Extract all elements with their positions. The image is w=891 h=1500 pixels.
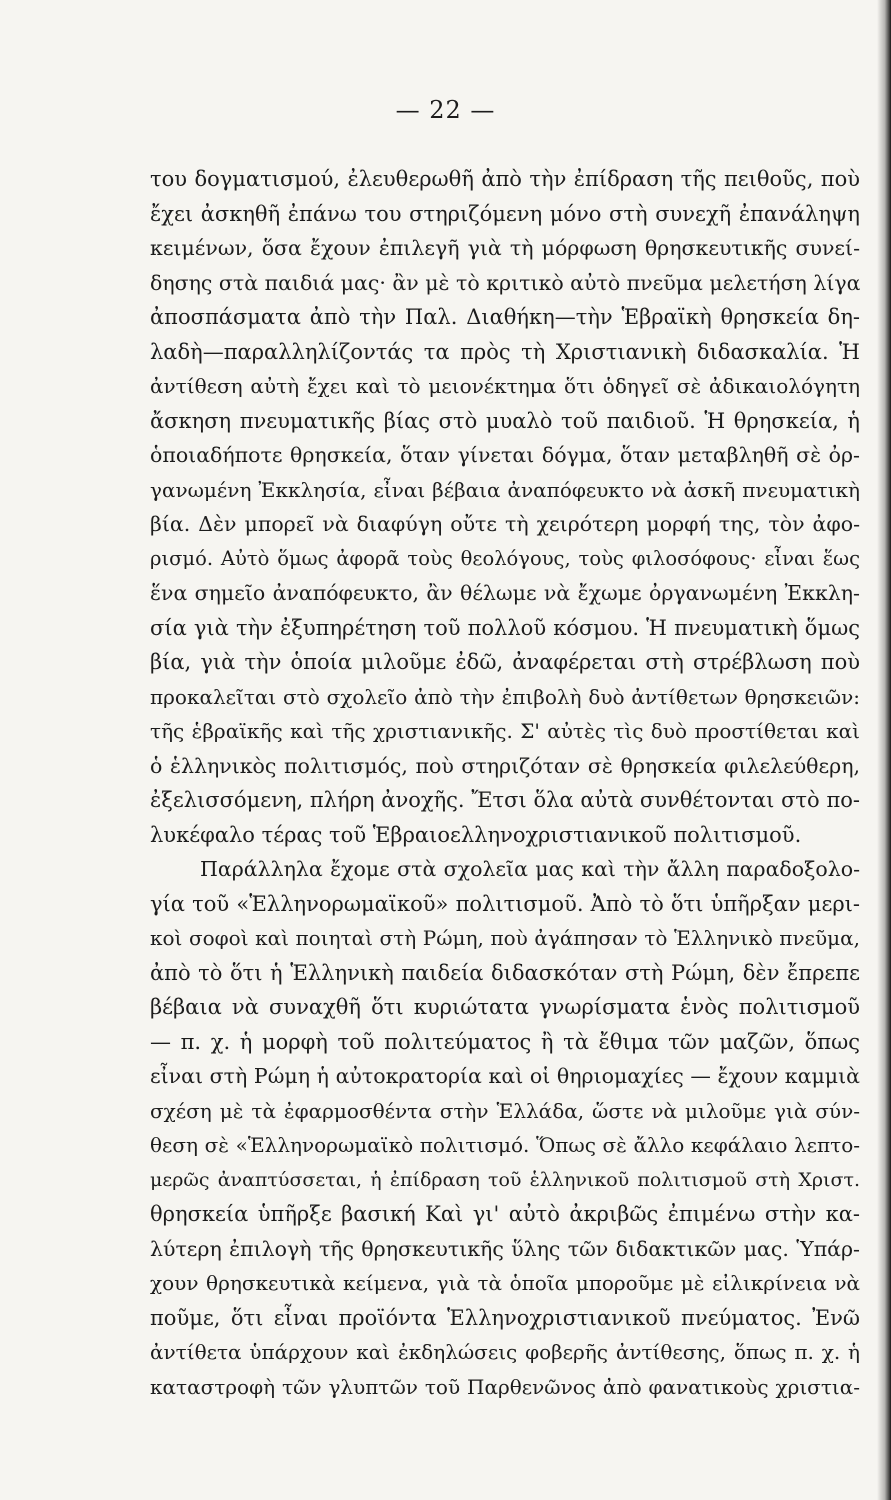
text-line: ἄσκηση πνευματικῆς βίας στὸ μυαλὸ τοῦ παιδιοῦ. Ἡ θρησκεία, ἡ <box>150 408 860 433</box>
text-line: σχέση μὲ τὰ ἐφαρμοσθέντα στὴν Ἑλλάδα, ὥστε νὰ μιλοῦμε γιὰ σύν- <box>150 1098 860 1123</box>
text-line: προκαλεῖται στὸ σχολεῖο ἀπὸ τὴν ἐπιβολὴ δυὸ ἀντίθετων θρησκειῶν: <box>150 684 860 709</box>
page-number: — 22 — <box>395 96 496 124</box>
text-line: σία γιὰ τὴν ἐξυπηρέτηση τοῦ πολλοῦ κόσμου. Ἡ πνευματικὴ ὅμως <box>150 615 860 640</box>
text-line: καταστροφὴ τῶν γλυπτῶν τοῦ Παρθενῶνος ἀπὸ φανατικοὺς χριστια- <box>150 1374 860 1399</box>
text-line: λύτερη ἐπιλογὴ τῆς θρησκευτικῆς ὕλης τῶν διδακτικῶν μας. Ὑπάρ- <box>150 1236 860 1261</box>
text-line: ρισμό. Αὐτὸ ὅμως ἀφορᾶ τοὺς θεολόγους, τοὺς φιλοσόφους· εἶναι ἕως <box>150 546 860 570</box>
text-line: ἕνα σημεῖο ἀναπόφευκτο, ἂν θέλωμε νὰ ἔχωμε ὀργανωμένη Ἐκκλη- <box>150 581 860 605</box>
text-line: γία τοῦ «Ἑλληνορωμαϊκοῦ» πολιτισμοῦ. Ἀπὸ τὸ ὅτι ὑπῆρξαν μερι- <box>150 891 860 916</box>
text-line: ὁ ἑλληνικὸς πολιτισμός, ποὺ στηριζόταν σὲ θρησκεία φιλελεύθερη, <box>150 753 860 778</box>
text-line: ἀποσπάσματα ἀπὸ τὴν Παλ. Διαθήκη—τὴν Ἑβραϊκὴ θρησκεία δη- <box>150 305 860 329</box>
text-line: τῆς ἑβραϊκῆς καὶ τῆς χριστιανικῆς. Σ' αὐτὲς τὶς δυὸ προστίθεται καὶ <box>150 719 860 743</box>
text-line: του δογματισμού, ἐλευθερωθῆ ἀπὸ τὴν ἐπίδραση τῆς πειθοῦς, ποὺ <box>150 167 860 191</box>
text-line: βία. Δὲν μπορεῖ νὰ διαφύγη οὔτε τὴ χειρότερη μορφή της, τὸν ἀφο- <box>150 512 860 536</box>
text-line: ὁποιαδήποτε θρησκεία, ὅταν γίνεται δόγμα, ὅταν μεταβληθῆ σὲ ὀρ- <box>150 443 860 467</box>
text-line: θρησκεία ὑπῆρξε βασική Καὶ γι' αὐτὸ ἀκριβῶς ἐπιμένω στὴν κα- <box>150 1202 860 1226</box>
paragraph-2 <box>150 852 860 1404</box>
text-line: κοὶ σοφοὶ καὶ ποιηταὶ στὴ Ρώμη, ποὺ ἀγάπησαν τὸ Ἑλληνικὸ πνεῦμα, <box>150 926 860 950</box>
text-line: γανωμένη Ἐκκλησία, εἶναι βέβαια ἀναπόφευκτο νὰ ἀσκῆ πνευματικὴ <box>150 477 860 502</box>
page-edge-shadow <box>877 0 891 1500</box>
text-line: Παράλληλα ἔχομε στὰ σχολεῖα μας καὶ τὴν ἄλλη παραδοξολο- <box>200 857 860 881</box>
paragraph-1 <box>150 162 860 852</box>
text-line: εἶναι στὴ Ρώμη ἡ αὐτοκρατορία καὶ οἱ θηριομαχίες — ἔχουν καμμιὰ <box>150 1064 860 1088</box>
text-line: ἔχει ἀσκηθῆ ἐπάνω του στηριζόμενη μόνο στὴ συνεχῆ ἐπανάληψη <box>150 201 860 226</box>
text-line: ἀπὸ τὸ ὅτι ἡ Ἑλληνικὴ παιδεία διδασκόταν στὴ Ρώμη, δὲν ἔπρεπε <box>150 960 860 985</box>
body-text <box>150 162 860 1404</box>
text-line: μερῶς ἀναπτύσσεται, ἡ ἐπίδραση τοῦ ἑλληνικοῦ πολιτισμοῦ στὴ Χριστ. <box>150 1168 860 1191</box>
text-line: — π. χ. ἡ μορφὴ τοῦ πολιτεύματος ἢ τὰ ἔθιμα τῶν μαζῶν, ὅπως <box>150 1029 860 1054</box>
text-line: δησης στὰ παιδιά μας· ἂν μὲ τὸ κριτικὸ αὐτὸ πνεῦμα μελετήση λίγα <box>150 270 860 295</box>
text-line: ἀντίθετα ὑπάρχουν καὶ ἐκδηλώσεις φοβερῆς ἀντίθεσης, ὅπως π. χ. ἡ <box>150 1340 860 1364</box>
text-line: βία, γιὰ τὴν ὁποία μιλοῦμε ἐδῶ, ἀναφέρεται στὴ στρέβλωση ποὺ <box>150 650 860 674</box>
text-line: κειμένων, ὅσα ἔχουν ἐπιλεγῆ γιὰ τὴ μόρφωση θρησκευτικῆς συνεί- <box>150 236 860 260</box>
text-line: βέβαια νὰ συναχθῆ ὅτι κυριώτατα γνωρίσματα ἑνὸς πολιτισμοῦ <box>150 995 860 1019</box>
text-line: ἀντίθεση αὐτὴ ἔχει καὶ τὸ μειονέκτημα ὅτι ὁδηγεῖ σὲ ἀδικαιολόγητη <box>150 374 860 398</box>
text-line: λυκέφαλο τέρας τοῦ Ἑβραιοελληνοχριστιανικοῦ πολιτισμοῦ. <box>150 822 802 847</box>
text-line: λαδὴ—παραλληλίζοντάς τα πρὸς τὴ Χριστιανικὴ διδασκαλία. Ἡ <box>150 339 860 364</box>
text-line: ἐξελισσόμενη, πλήρη ἀνοχῆς. Ἔτσι ὅλα αὐτὰ συνθέτονται στὸ πο- <box>150 788 860 812</box>
text-line: ποῦμε, ὅτι εἶναι προϊόντα Ἑλληνοχριστιανικοῦ πνεύματος. Ἐνῶ <box>150 1305 860 1330</box>
text-line: χουν θρησκευτικὰ κείμενα, γιὰ τὰ ὁποῖα μποροῦμε μὲ εἰλικρίνεια νὰ <box>150 1271 860 1295</box>
text-line: θεση σὲ «Ἑλληνορωμαϊκὸ πολιτισμό. Ὅπως σὲ ἄλλο κεφάλαιο λεπτο- <box>150 1133 860 1157</box>
